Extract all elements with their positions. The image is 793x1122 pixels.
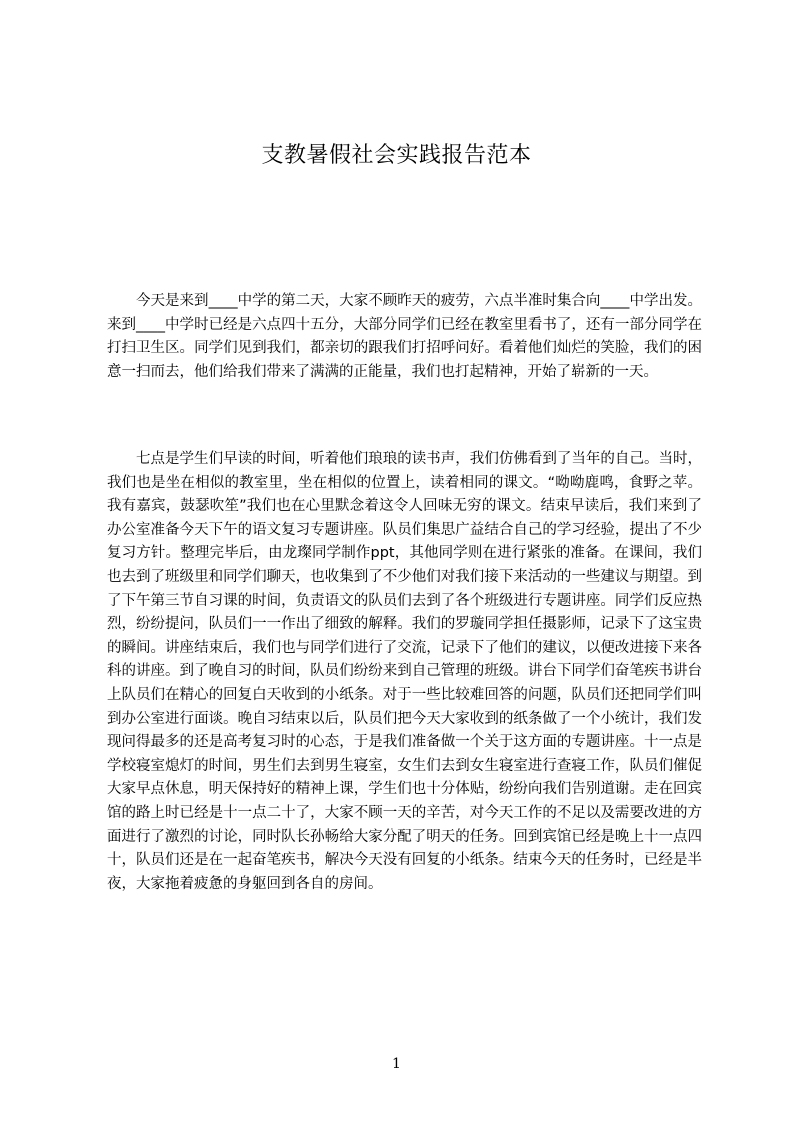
document-title: 支教暑假社会实践报告范本	[261, 143, 532, 168]
paragraph-1: 今天是来到____中学的第二天，大家不顾昨天的疲劳，六点半准时集合向____中学出发。来到____中学时已经是六点四十五分，大部分同学们已经在教室里看书了，还有一部分同学在打扫卫生区。同学们见到我们，都亲切的跟我们打招呼问好。看着他们灿烂的笑脸，我们的困意一扫而去，他们给我们带来了满满的正能量，我们也打起精神，开始了崭新的一天。	[107, 293, 702, 380]
page-number: 1	[392, 1056, 401, 1072]
paragraph-2: 七点是学生们早读的时间，听着他们琅琅的读书声，我们仿佛看到了当年的自己。当时，我们也是坐在相似的教室里，坐在相似的位置上，读着相同的课文。“呦呦鹿鸣，食野之苹。我有嘉宾，鼓瑟吹笙”我们也在心里默念着这令人回味无穷的课文。结束早读后，我们来到了办公室准备今天下午的语文复习专题讲座。队员们集思广益结合自己的学习经验，提出了不少复习方针。整理完毕后，由龙璨同学制作ppt，其他同学则在进行紧张的准备。在课间，我们也去到了班级里和同学们聊天，也收集到了不少他们对我们接下来活动的一些建议与期望。到了下午第三节自习课的时间，负责语文的队员们去到了各个班级进行专题讲座。同学们反应热烈，纷纷提问，队员们一一作出了细致的解释。我们的罗璇同学担任摄影师，记录下了这宝贵的瞬间。讲座结束后，我们也与同学们进行了交流，记录下了他们的建议，以便改进接下来各科的讲座。到了晚自习的时间，队员们纷纷来到自己管理的班级。讲台下同学们奋笔疾书讲台上队员们在精心的回复白天收到的小纸条。对于一些比较难回答的问题，队员们还把同学们叫到办公室进行面谈。晚自习结束以后，队员们把今天大家收到的纸条做了一个小统计，我们发现问得最多的还是高考复习时的心态，于是我们准备做一个关于这方面的专题讲座。十一点是学校寝室熄灯的时间，男生们去到男生寝室，女生们去到女生寝室进行查寝工作，队员们催促大家早点休息，明天保持好的精神上课，学生们也十分体贴，纷纷向我们告别道谢。走在回宾馆的路上时已经是十一点二十了，大家不顾一天的辛苦，对今天工作的不足以及需要改进的方面进行了激烈的讨论，同时队长孙畅给大家分配了明天的任务。回到宾馆已经是晚上十一点四十，队员们还是在一起奋笔疾书，解决今天没有回复的小纸条。结束今天的任务时，已经是半夜，大家拖着疲惫的身躯回到各自的房间。	[107, 451, 702, 892]
